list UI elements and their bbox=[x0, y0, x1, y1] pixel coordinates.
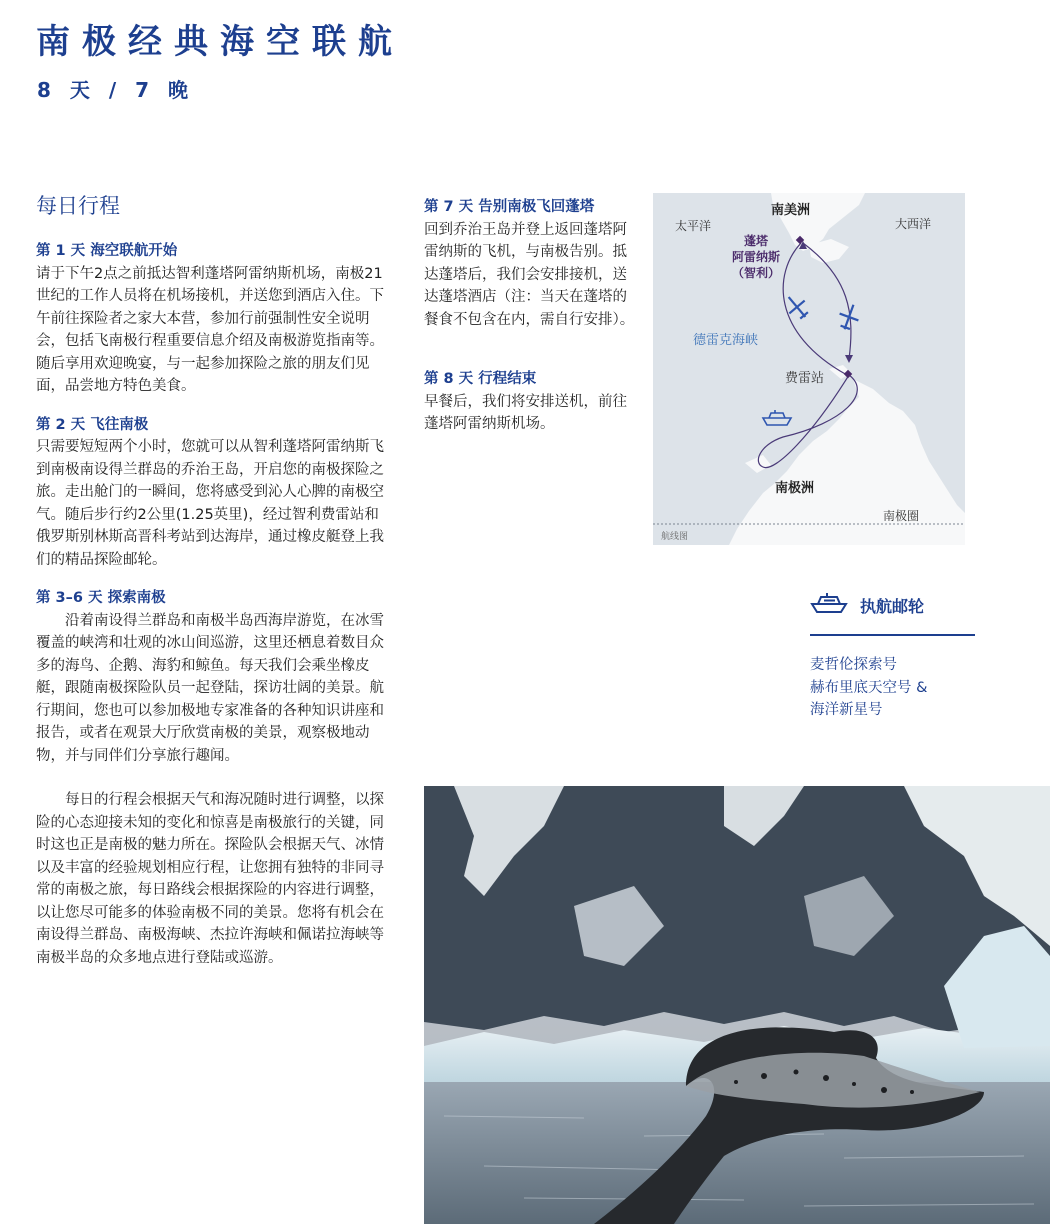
day-1 bbox=[36, 240, 386, 398]
map-label-south-america: 南美洲 bbox=[771, 203, 811, 218]
page-title: 南极经典海空联航 bbox=[36, 22, 404, 62]
map-label-drake-passage: 德雷克海峡 bbox=[693, 333, 759, 348]
map-land-bit bbox=[745, 455, 771, 473]
whale-photo-graphic bbox=[424, 786, 1050, 1224]
ship-name: 海洋新星号 bbox=[810, 702, 883, 718]
day-text: 每日的行程会根据天气和海况随时进行调整，以探险的心态迎接未知的变化和惊喜是南极旅行的关键，同时这也正是南极的魅力所在。探险队会根据天气、冰情以及丰富的经验规划相应行程，让您拥有独特的非同寻常的南极之旅，每日路线会根据探险的内容进行调整，以让您尽可能多的体验南极不同的美景。您将有机会在南设得兰群岛、南极海峡、杰拉许海峡和佩诺拉海峡等南极半岛的众多地点进行登陆或巡游。 bbox=[36, 792, 384, 966]
itinerary-column-left bbox=[36, 240, 386, 985]
ships-header bbox=[810, 590, 975, 636]
map-label-antarctic-circle: 南极圈 bbox=[883, 509, 920, 523]
day-title: 第 3–6 天 探索南极 bbox=[36, 590, 166, 606]
ship-icon bbox=[763, 410, 791, 425]
ships-title: 执航邮轮 bbox=[860, 597, 925, 616]
day-text: 请于下午2点之前抵达智利蓬塔阿雷纳斯机场，南极21世纪的工作人员将在机场接机，并送您到酒店入住。下午前往探险者之家大本营，参加行前强制性安全说明会，包括飞南极行程重要信息介绍及南极游览指南等。随后享用欢迎晚宴，与一起参加探险之旅的朋友们见面，品尝地方特色美食。 bbox=[36, 265, 384, 394]
day-title: 第 2 天 飞往南极 bbox=[36, 416, 149, 433]
map-label-frei-station: 费雷站 bbox=[785, 371, 825, 386]
cruise-ship-icon bbox=[810, 592, 848, 614]
map-label-atlantic: 大西洋 bbox=[895, 217, 932, 231]
day-3-6 bbox=[36, 587, 386, 969]
day-7 bbox=[424, 196, 636, 331]
ship-name: 赫布里底天空号 & bbox=[810, 679, 928, 696]
day-text: 早餐后，我们将安排送机，前往蓬塔阿雷纳斯机场。 bbox=[424, 393, 627, 432]
route-map bbox=[653, 193, 965, 545]
itinerary-column-right bbox=[424, 196, 636, 473]
map-label-pacific: 太平洋 bbox=[675, 219, 712, 233]
day-title: 第 8 天 行程结束 bbox=[424, 371, 537, 387]
map-label-punta-arenas bbox=[719, 233, 793, 281]
route-arrow-down bbox=[845, 355, 853, 363]
map-caption: 航线图 bbox=[661, 532, 689, 542]
whale-tail-photo bbox=[424, 786, 1050, 1224]
map-label-antarctica: 南极洲 bbox=[775, 481, 815, 496]
punta-arenas-line-2: 阿雷纳斯 bbox=[731, 250, 780, 264]
punta-arenas-line-1: 蓬塔 bbox=[743, 234, 768, 248]
ship-list bbox=[810, 654, 990, 722]
ship-name: 麦哲伦探索号 bbox=[810, 657, 897, 673]
day-text: 回到乔治王岛并登上返回蓬塔阿雷纳斯的飞机，与南极告别。抵达蓬塔后，我们会安排接机，送达蓬塔酒店（注：当天在蓬塔的餐食不包含在内，需自行安排）。 bbox=[424, 221, 635, 328]
punta-arenas-line-3: （智利） bbox=[731, 266, 780, 280]
day-2 bbox=[36, 414, 386, 572]
section-heading: 每日行程 bbox=[36, 194, 120, 218]
plane-icon bbox=[835, 301, 863, 332]
day-8 bbox=[424, 368, 636, 436]
day-text: 只需要短短两个小时，您就可以从智利蓬塔阿雷纳斯飞到南极南设得兰群岛的乔治王岛，开启您的南极探险之旅。走出舱门的一瞬间，您将感受到沁人心脾的南极空气。随后步行约2公里(1.25英里)，经过智利费雷站和俄罗斯别林斯高晋科考站到达海岸，通过橡皮艇登上我们的精品探险邮轮。 bbox=[36, 439, 384, 568]
day-text: 沿着南设得兰群岛和南极半岛西海岸游览，在冰雪覆盖的峡湾和壮观的冰山间巡游，这里还栖息着数目众多的海鸟、企鹅、海豹和鲸鱼。每天我们会乘坐橡皮艇，跟随南极探险队员一起登陆，探访壮阔的美景。航行期间，您也可以参加极地专家准备的各种知识讲座和报告，或者在观景大厅欣赏南极的美景，观察极地动物，并与同伴们分享旅行趣闻。 bbox=[36, 612, 384, 764]
day-title: 第 1 天 海空联航开始 bbox=[36, 243, 178, 259]
day-title: 第 7 天 告别南极飞回蓬塔 bbox=[424, 199, 595, 215]
trip-duration: 8 天 / 7 晚 bbox=[37, 78, 194, 102]
